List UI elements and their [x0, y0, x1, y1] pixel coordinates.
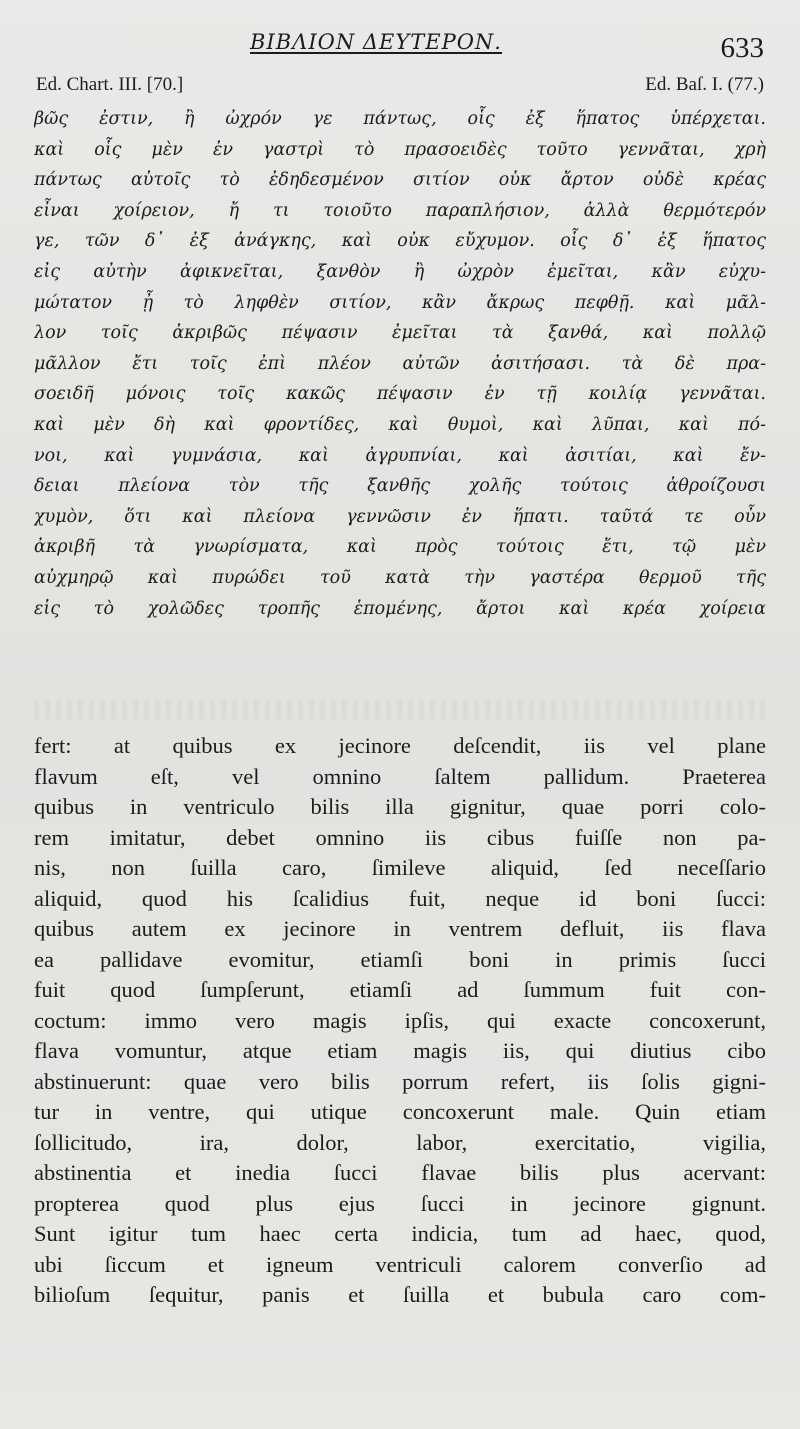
latin-text-line: flavum eſt, vel omnino ſaltem pallidum. Praeterea [34, 763, 766, 789]
greek-text-line: εἰς τὸ χολῶδες τροπῆς ἑπομένης, ἄρτοι καὶ κρέα χοίρεια [34, 598, 766, 619]
greek-text-line: μώτατον ᾖ τὸ ληφθὲν σιτίον, κἂν ἄκρως πεφθῇ. καὶ μᾶλ- [34, 292, 766, 313]
latin-text-line: ubi ſiccum et igneum ventriculi calorem converſio ad [34, 1251, 766, 1277]
latin-text-line: ſollicitudo, ira, dolor, labor, exercitatio, vigilia, [34, 1129, 766, 1155]
edition-reference-right: Ed. Baſ. I. (77.) [645, 74, 764, 95]
greek-text-line: χυμὸν, ὅτι καὶ πλείονα γεννῶσιν ἐν ἥπατι. ταῦτά τε οὖν [34, 506, 766, 527]
latin-text-line: fuit quod ſumpſerunt, etiamſi ad ſummum fuit con- [34, 977, 766, 1002]
latin-text-line: fert: at quibus ex jecinore deſcendit, iis vel plane [34, 733, 766, 758]
greek-text-line: λον τοῖς ἀκριβῶς πέψασιν ἐμεῖται τὰ ξανθά, καὶ πολλῷ [34, 323, 766, 344]
edition-references [36, 74, 764, 102]
latin-text-line: abstinentia et inedia ſucci flavae bilis plus acervant: [34, 1160, 766, 1185]
latin-text-line: tur in ventre, qui utique concoxerunt male. Quin etiam [34, 1099, 766, 1124]
greek-text-line: γε, τῶν δ᾽ ἐξ ἀνάγκης, καὶ οὐκ εὔχυμον. οἷς δ᾽ ἐξ ἥπατος [34, 231, 766, 252]
latin-text-line: coctum: immo vero magis ipſis, qui exacte concoxerunt, [34, 1007, 766, 1033]
bleed-through-text [34, 700, 766, 720]
latin-text-line: Sunt igitur tum haec certa indicia, tum ad haec, quod, [34, 1221, 766, 1246]
latin-text-line: ea pallidave evomitur, etiamſi boni in primis ſucci [34, 946, 766, 972]
greek-text-line: καὶ οἷς μὲν ἐν γαστρὶ τὸ πρασοειδὲς τοῦτο γεννᾶται, χρὴ [34, 139, 766, 160]
greek-text-line: βῶς ἐστιν, ἢ ὠχρόν γε πάντως, οἷς ἐξ ἥπατος ὑπέρχεται. [34, 109, 766, 129]
page-header [0, 28, 800, 68]
greek-text-line: νοι, καὶ γυμνάσια, καὶ ἀγρυπνίαι, καὶ ἀσιτίαι, καὶ ἔν- [34, 445, 766, 466]
latin-text-line: propterea quod plus ejus ſucci in jecinore gignunt. [34, 1190, 766, 1216]
page-number: 633 [720, 32, 764, 64]
latin-text-line: bilioſum ſequitur, panis et ſuilla et bubula caro com- [34, 1282, 766, 1307]
greek-text-line: ἀκριβῆ τὰ γνωρίσματα, καὶ πρὸς τούτοις ἔτι, τῷ μὲν [34, 537, 766, 558]
greek-text-line: εἰς αὐτὴν ἀφικνεῖται, ξανθὸν ἢ ὠχρὸν ἐμεῖται, κἂν εὐχυ- [34, 261, 766, 282]
latin-text-line: rem imitatur, debet omnino iis cibus fuiſſe non pa- [34, 824, 766, 850]
latin-text-line: nis, non ſuilla caro, ſimileve aliquid, ſed neceſſario [34, 855, 766, 880]
latin-text-line: flava vomuntur, atque etiam magis iis, qui diutius cibo [34, 1038, 766, 1063]
greek-text-line: μᾶλλον ἔτι τοῖς ἐπὶ πλέον αὐτῶν ἀσιτήσασι. τὰ δὲ πρα- [34, 353, 766, 374]
greek-text-block [34, 104, 766, 624]
latin-text-block [34, 731, 766, 1311]
running-title: BIBΛΙΟΝ ΔΕΥΤΕΡΟΝ. [250, 30, 502, 54]
edition-reference-left: Ed. Chart. III. [70.] [36, 74, 184, 95]
greek-text-line: δειαι πλείονα τὸν τῆς ξανθῆς χολῆς τούτοις ἀθροίζουσι [34, 476, 766, 497]
latin-text-line: abstinuerunt: quae vero bilis porrum refert, iis ſolis gigni- [34, 1068, 766, 1094]
greek-text-line: σοειδῆ μόνοις τοῖς κακῶς πέψασιν ἐν τῇ κοιλίᾳ γεννᾶται. [34, 384, 766, 405]
greek-text-line: καὶ μὲν δὴ καὶ φροντίδες, καὶ θυμοὶ, καὶ λῦπαι, καὶ πό- [34, 414, 766, 435]
latin-text-line: quibus autem ex jecinore in ventrem defluit, iis flava [34, 916, 766, 941]
greek-text-line: αὐχμηρῷ καὶ πυρώδει τοῦ κατὰ τὴν γαστέρα θερμοῦ τῆς [34, 567, 766, 588]
latin-text-line: aliquid, quod his ſcalidius fuit, neque id boni ſucci: [34, 885, 766, 911]
greek-text-line: εἶναι χοίρειον, ἤ τι τοιοῦτο παραπλήσιον, ἀλλὰ θερμότερόν [34, 200, 766, 221]
greek-text-line: πάντως αὐτοῖς τὸ ἐδηδεσμένον σιτίον οὐκ ἄρτον οὐδὲ κρέας [34, 170, 766, 191]
latin-text-line: quibus in ventriculo bilis illa gignitur, quae porri colo- [34, 794, 766, 819]
